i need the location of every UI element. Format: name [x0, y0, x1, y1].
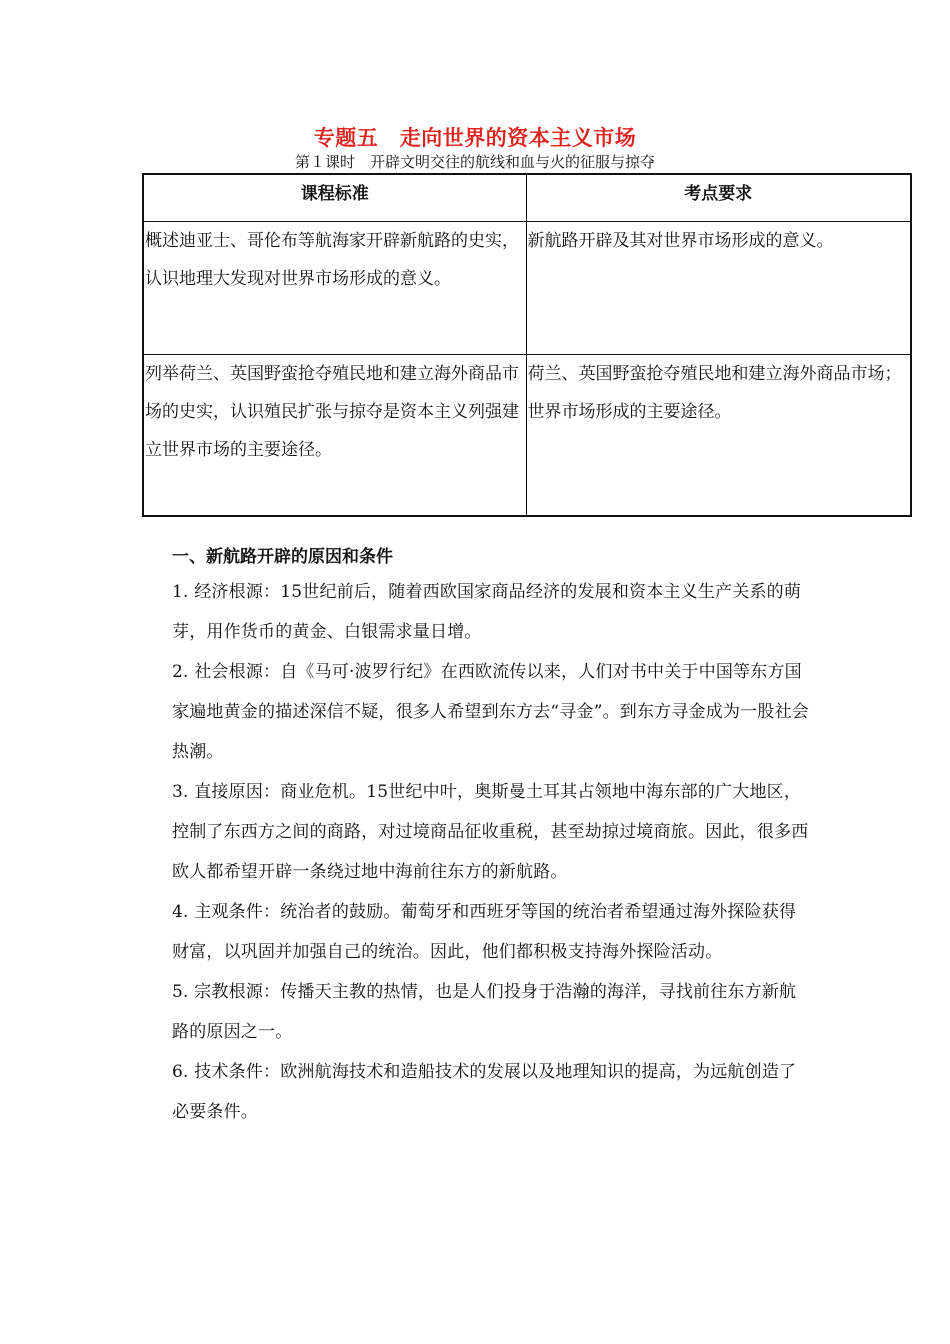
header-exam-requirement: 考点要求	[526, 174, 911, 222]
table-row	[143, 355, 911, 517]
table-cell-standard: 概述迪亚士、哥伦布等航海家开辟新航路的史实，认识地理大发现对世界市场形成的意义。	[143, 222, 526, 355]
list-item: 1. 经济根源：15世纪前后，随着西欧国家商品经济的发展和资本主义生产关系的萌芽，用作货币的黄金、白银需求量日增。	[172, 582, 802, 642]
reasons-list	[172, 572, 812, 1132]
list-item: 2. 社会根源：自《马可·波罗行纪》在西欧流传以来，人们对书中关于中国等东方国家遍地黄金的描述深信不疑，很多人希望到东方去“寻金”。到东方寻金成为一股社会热潮。	[172, 662, 809, 762]
section-heading: 一、新航路开辟的原因和条件	[172, 547, 393, 567]
list-item: 4. 主观条件：统治者的鼓励。葡萄牙和西班牙等国的统治者希望通过海外探险获得财富，以巩固并加强自己的统治。因此，他们都积极支持海外探险活动。	[172, 902, 797, 962]
list-item: 5. 宗教根源：传播天主教的热情，也是人们投身于浩瀚的海洋，寻找前往东方新航路的原因之一。	[172, 982, 797, 1042]
lesson-subtitle: 第１课时 开辟文明交往的航线和血与火的征服与掠夺	[294, 153, 655, 171]
header-curriculum-standard: 课程标准	[143, 174, 526, 222]
list-item: 6. 技术条件：欧洲航海技术和造船技术的发展以及地理知识的提高，为远航创造了必要条件。	[172, 1062, 797, 1122]
list-item: 3. 直接原因：商业危机。15世纪中叶，奥斯曼土耳其占领地中海东部的广大地区，控制了东西方之间的商路，对过境商品征收重税，甚至劫掠过境商旅。因此，很多西欧人都希望开辟一条绕过地中海前往东方的新航路。	[172, 782, 809, 882]
table-header-row	[143, 174, 911, 222]
table-cell-requirement: 新航路开辟及其对世界市场形成的意义。	[526, 222, 911, 355]
curriculum-table	[142, 173, 912, 517]
document-title: 专题五 走向世界的资本主义市场	[313, 126, 637, 150]
table-row	[143, 222, 911, 355]
table-cell-requirement: 荷兰、英国野蛮抢夺殖民地和建立海外商品市场；世界市场形成的主要途径。	[526, 355, 911, 517]
table-cell-standard: 列举荷兰、英国野蛮抢夺殖民地和建立海外商品市场的史实，认识殖民扩张与掠夺是资本主义列强建立世界市场的主要途径。	[143, 355, 526, 517]
